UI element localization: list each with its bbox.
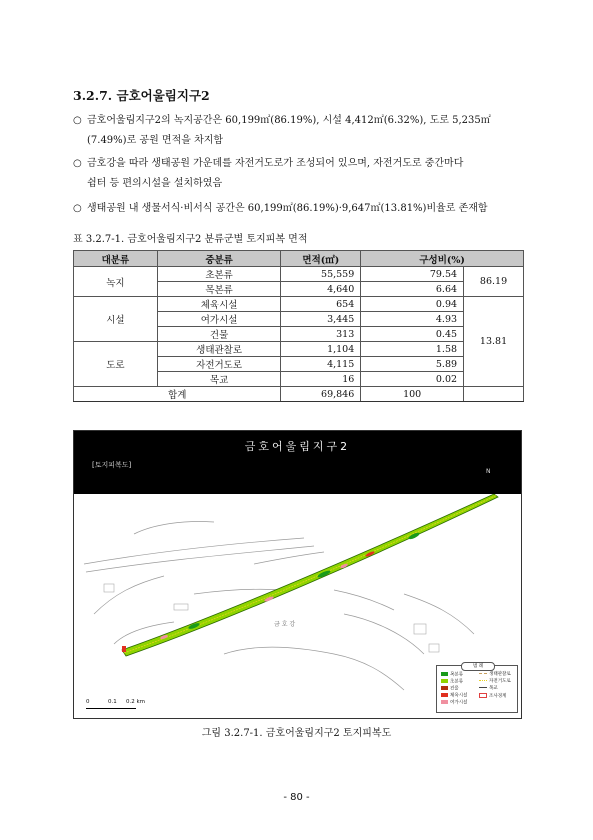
sub-category: 초본류 (157, 267, 281, 282)
bullet-2 (73, 154, 525, 194)
legend-item (441, 679, 463, 686)
page-number: - 80 - (283, 792, 310, 803)
legend-line (479, 680, 487, 681)
total-label: 합계 (74, 387, 281, 402)
north-arrow-icon: N (486, 468, 491, 475)
bullet-1-line-1: 금호어울림지구2의 녹지공간은 60,199㎡(86.19%), 시설 4,412㎡(6.32%), 도로 5,235㎡ (87, 115, 491, 126)
area-value: 4,640 (281, 282, 361, 297)
scale-line (86, 708, 136, 709)
section-heading: 3.2.7. 금호어울림지구2 (73, 88, 210, 103)
legend-label: 목본류 (450, 672, 464, 678)
figure-caption: 그림 3.2.7-1. 금호어울림지구2 토지피복도 (201, 728, 392, 739)
area-value: 55,559 (281, 267, 361, 282)
legend-label: 체육시설 (450, 693, 468, 699)
legend-swatch (479, 693, 487, 698)
ratio-value: 79.54 (361, 267, 464, 282)
total-area: 69,846 (281, 387, 361, 402)
legend-label: 목교 (489, 686, 498, 691)
bullet-2-line-1: 금호강을 따라 생태공원 가운데를 자전거도로가 조성되어 있으며, 자전거도로 중간마다 (87, 158, 464, 169)
total-ratio: 100 (361, 387, 464, 402)
land-cover-table (73, 250, 524, 402)
legend-label: 건물 (450, 686, 459, 692)
area-value: 3,445 (281, 312, 361, 327)
legend-line (479, 673, 487, 674)
bullet-1-line-2: (7.49%)로 공원 면적을 차지함 (87, 135, 224, 146)
table-row (74, 267, 524, 282)
group-subtotal: 86.19 (464, 267, 524, 297)
area-value: 1,104 (281, 342, 361, 357)
group-name: 시설 (74, 297, 158, 342)
legend-swatch (441, 672, 448, 676)
ratio-value: 4.93 (361, 312, 464, 327)
ratio-value: 0.02 (361, 372, 464, 387)
bullet-1 (73, 111, 525, 151)
legend-item (441, 672, 463, 679)
legend-label: 여가시설 (450, 700, 468, 706)
sub-category: 여가시설 (157, 312, 281, 327)
scale-label: 0.2 km (126, 699, 146, 705)
river-label: 금 호 강 (274, 621, 296, 628)
map-legend (436, 665, 518, 713)
sub-category: 생태관찰로 (157, 342, 281, 357)
sub-category: 목교 (157, 372, 281, 387)
ratio-value: 0.94 (361, 297, 464, 312)
legend-item (479, 679, 511, 685)
legend-swatch (441, 679, 448, 683)
bullet-2-line-2: 쉼터 등 편의시설을 설치하였음 (87, 178, 223, 189)
group-name: 도로 (74, 342, 158, 387)
ratio-value: 0.45 (361, 327, 464, 342)
group-subtotal: 13.81 (464, 297, 524, 387)
area-value: 4,115 (281, 357, 361, 372)
header-ratio: 구성비(%) (361, 251, 524, 267)
legend-item (479, 686, 498, 692)
park-boundary (122, 494, 498, 656)
sub-category: 자전거도로 (157, 357, 281, 372)
scale-label: 0.1 (108, 699, 117, 705)
ratio-value: 5.89 (361, 357, 464, 372)
legend-label: 자전거도로 (489, 679, 511, 684)
group-name: 녹지 (74, 267, 158, 297)
map-header (74, 431, 521, 494)
legend-label: 조사경계 (489, 694, 507, 699)
total-empty-cell (464, 387, 524, 402)
ratio-value: 6.64 (361, 282, 464, 297)
land-cover-map (73, 430, 522, 719)
sub-category: 체육시설 (157, 297, 281, 312)
legend-title: 범 례 (461, 662, 495, 671)
legend-item (441, 686, 459, 693)
area-value: 654 (281, 297, 361, 312)
legend-line (479, 687, 487, 688)
legend-item (479, 672, 511, 678)
legend-swatch (441, 700, 448, 704)
scale-bar (86, 699, 156, 709)
sub-category: 건물 (157, 327, 281, 342)
bullet-3 (73, 199, 525, 219)
header-area: 면적(㎡) (281, 251, 361, 267)
table-row (74, 297, 524, 312)
bullet-symbol: ○ (73, 158, 82, 169)
area-value: 16 (281, 372, 361, 387)
map-subtitle: [토지피복도] (92, 461, 132, 469)
bullet-symbol: ○ (73, 203, 82, 214)
legend-label: 초본류 (450, 679, 464, 685)
sub-category: 목본류 (157, 282, 281, 297)
legend-item (479, 693, 506, 700)
header-minor: 중분류 (157, 251, 281, 267)
legend-item (441, 693, 467, 700)
header-major: 대분류 (74, 251, 158, 267)
area-value: 313 (281, 327, 361, 342)
table-header-row (74, 251, 524, 267)
bullet-3-line-1: 생태공원 내 생물서식·비서식 공간은 60,199㎡(86.19%)·9,647㎡(13.81%)비율로 존재함 (87, 203, 488, 214)
scale-label: 0 (86, 699, 90, 705)
map-title: 금호어울림지구2 (244, 440, 351, 453)
legend-swatch (441, 693, 448, 697)
legend-item (441, 700, 467, 707)
legend-swatch (441, 686, 448, 690)
table-row (74, 342, 524, 357)
bullet-symbol: ○ (73, 115, 82, 126)
base-map-lines (84, 522, 474, 691)
legend-label: 생태관찰로 (489, 672, 511, 677)
table-caption: 표 3.2.7-1. 금호어울림지구2 분류군별 토지피복 면적 (73, 234, 308, 245)
ratio-value: 1.58 (361, 342, 464, 357)
table-total-row (74, 387, 524, 402)
